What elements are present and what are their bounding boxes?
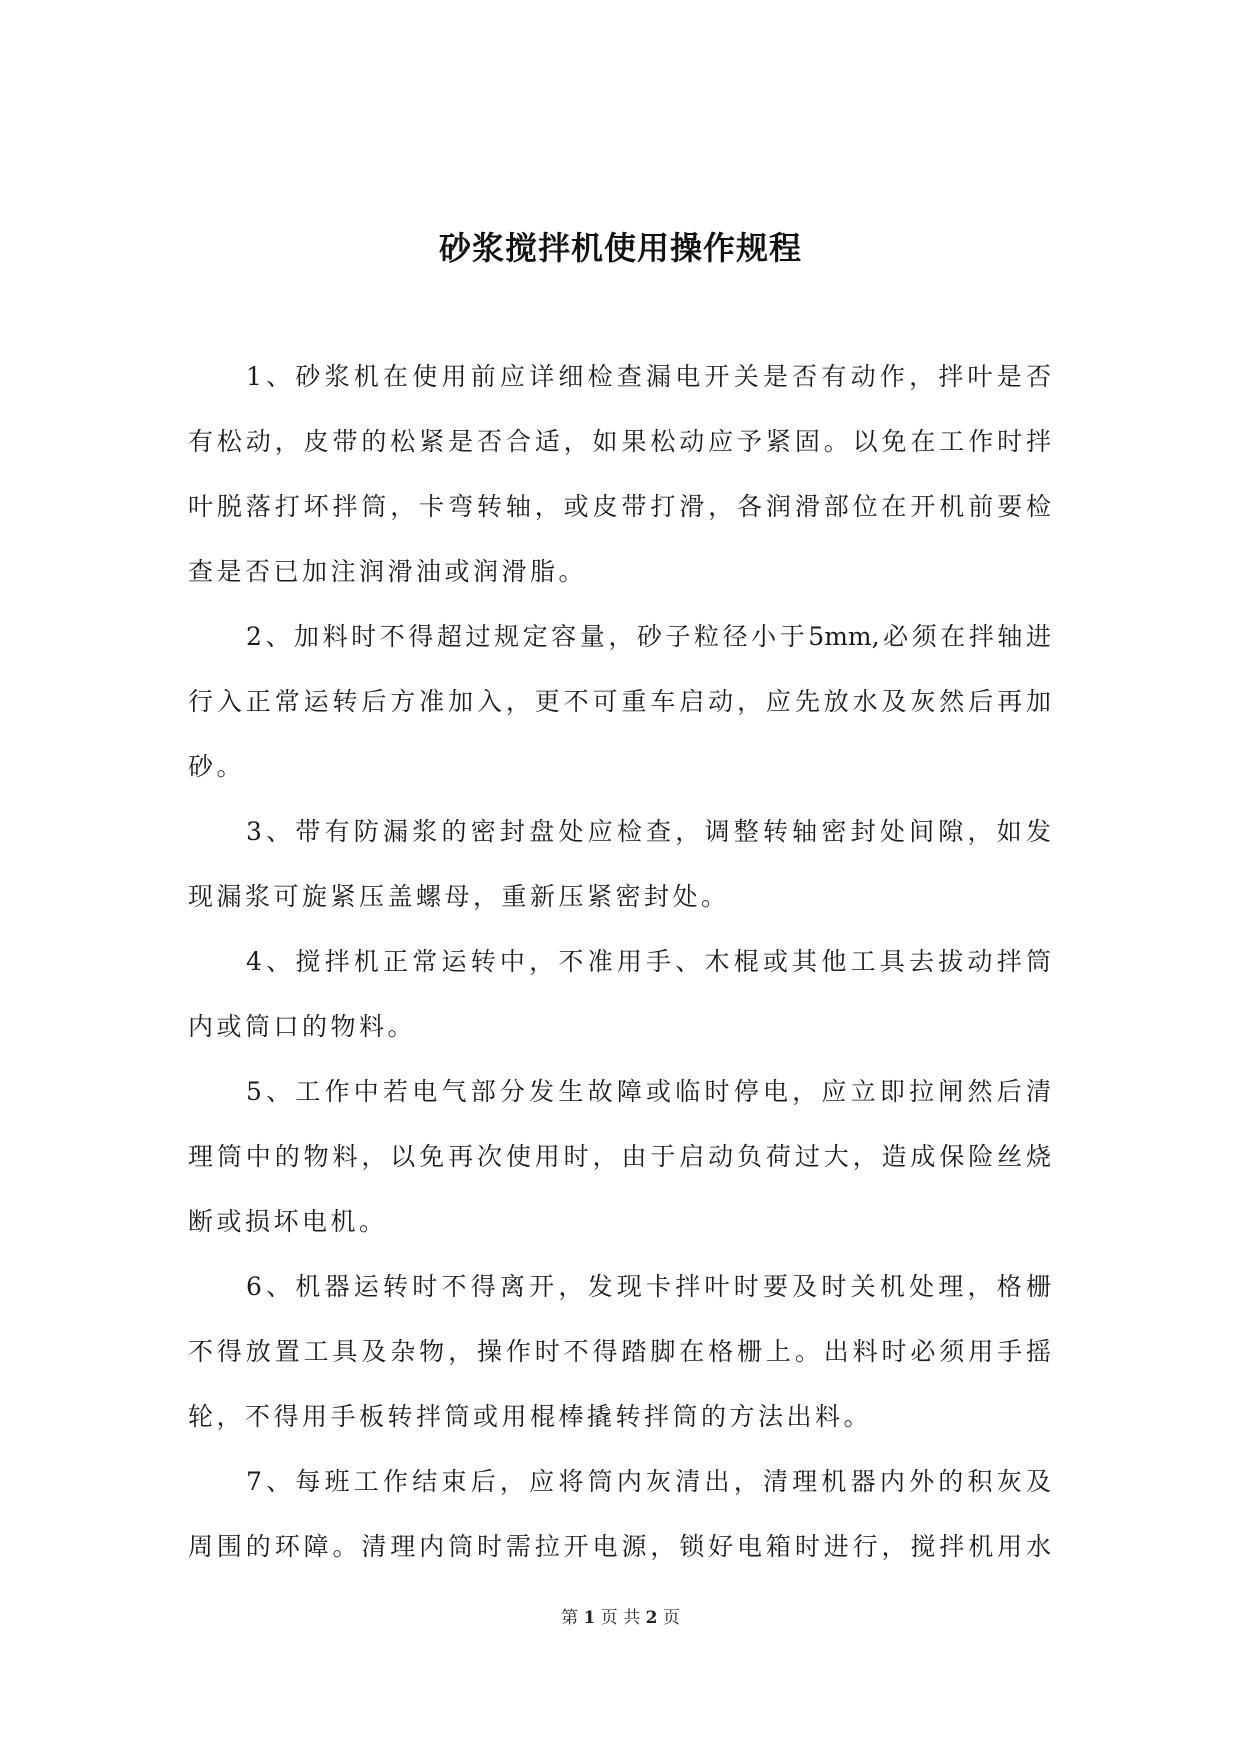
paragraph-line: 不得放置工具及杂物，操作时不得踏脚在格栅上。出料时必须用手摇: [188, 1337, 1051, 1366]
paragraph-line: 5、工作中若电气部分发生故障或临时停电，应立即拉闸然后清: [246, 1077, 1051, 1106]
paragraph-line: 周围的环障。清理内筒时需拉开电源，锁好电箱时进行，搅拌机用水: [188, 1532, 1051, 1561]
paragraph-line: 7、每班工作结束后，应将筒内灰清出，清理机器内外的积灰及: [246, 1467, 1051, 1496]
footer-page-label: 第: [561, 1608, 579, 1628]
paragraph-6: [188, 1254, 1051, 1449]
paragraph-line: 查是否已加注润滑油或润滑脂。: [188, 557, 588, 586]
footer-end-label: 页: [662, 1608, 680, 1628]
document-title: 砂浆搅拌机使用操作规程: [438, 229, 802, 267]
paragraph-line: 理筒中的物料，以免再次使用时，由于启动负荷过大，造成保险丝烧: [188, 1142, 1051, 1171]
paragraph-line: 行入正常运转后方准加入，更不可重车启动，应先放水及灰然后再加: [188, 687, 1051, 716]
footer-of-label: 页 共: [600, 1608, 641, 1628]
footer-total-pages: 2: [645, 1608, 658, 1628]
paragraph-line: 3、带有防漏浆的密封盘处应检查，调整转轴密封处间隙，如发: [246, 817, 1051, 846]
paragraph-line: 6、机器运转时不得离开，发现卡拌叶时要及时关机处理，格栅: [246, 1272, 1051, 1301]
paragraph-2: [188, 604, 1051, 799]
paragraph-line: 内或筒口的物料。: [188, 1012, 417, 1041]
paragraph-line: 轮，不得用手板转拌筒或用棍棒撬转拌筒的方法出料。: [188, 1402, 873, 1431]
paragraph-line: 现漏浆可旋紧压盖螺母，重新压紧密封处。: [188, 882, 730, 911]
document-body: [188, 344, 1051, 1579]
paragraph-line: 叶脱落打坏拌筒，卡弯转轴，或皮带打滑，各润滑部位在开机前要检: [188, 492, 1051, 521]
paragraph-4: [188, 929, 1051, 1059]
page-footer: [0, 1604, 1241, 1632]
paragraph-line: 断或损坏电机。: [188, 1207, 388, 1236]
paragraph-7: [188, 1449, 1051, 1579]
paragraph-5: [188, 1059, 1051, 1254]
paragraph-line: 砂。: [188, 752, 246, 781]
paragraph-1: [188, 344, 1051, 604]
paragraph-3: [188, 799, 1051, 929]
paragraph-line: 2、加料时不得超过规定容量，砂子粒径小于5mm,必须在拌轴进: [246, 622, 1051, 651]
paragraph-line: 4、搅拌机正常运转中，不准用手、木棍或其他工具去拔动拌筒: [246, 947, 1051, 976]
paragraph-line: 有松动，皮带的松紧是否合适，如果松动应予紧固。以免在工作时拌: [188, 427, 1051, 456]
paragraph-line: 1、砂浆机在使用前应详细检查漏电开关是否有动作，拌叶是否: [246, 362, 1051, 391]
footer-current-page: 1: [583, 1608, 596, 1628]
